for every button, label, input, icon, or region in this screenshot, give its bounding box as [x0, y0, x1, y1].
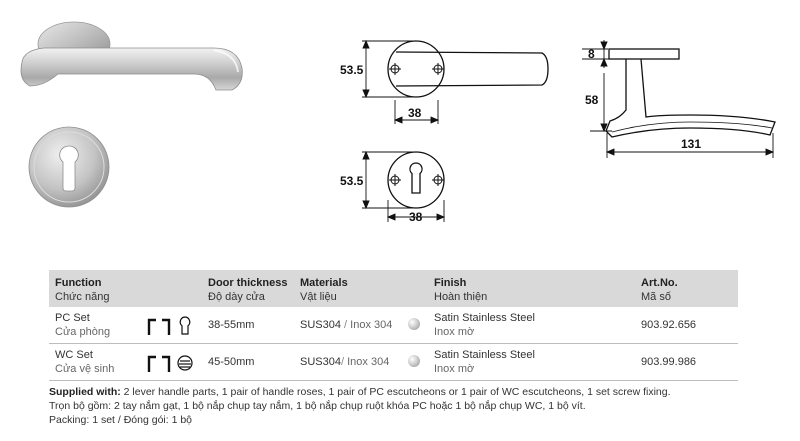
supplied-with-line: Supplied with: 2 lever handle parts, 1 pair of handle roses, 1 pair of PC escutcheons or 1 pair of WC escutcheons, 1 set screw fixing. [49, 386, 671, 398]
spec-table [49, 270, 738, 381]
supplied-with-vi-line: Trọn bộ gồm: 2 tay nắm gạt, 1 bộ nắp chụp tay nắm, 1 bộ nắp chụp ruột khóa PC hoặc 1 bộ nắp chụp WC, 1 bộ vít. [49, 400, 586, 412]
supply-notes [49, 385, 671, 427]
header-door-thickness: Door thickness Độ dày cửa [208, 277, 288, 303]
side-view-rose [609, 49, 679, 59]
side-view-lever [606, 59, 775, 137]
function-cell: PC Set Cửa phòng [55, 312, 111, 338]
door-thickness-cell: 38-55mm [208, 319, 255, 331]
screw-marks [389, 63, 444, 186]
wc-indicator-icon [178, 356, 192, 370]
lever-handle-icon [149, 320, 169, 335]
dim-front-width: 38 [409, 210, 423, 224]
function-cell: WC Set Cửa vệ sinh [55, 349, 115, 375]
dim-side-length: 131 [681, 137, 702, 151]
material-cell: SUS304 / Inox 304 [300, 319, 393, 331]
lever-handle-icon [149, 357, 169, 372]
finish-swatch [408, 355, 420, 367]
header-function: Function Chức năng [55, 277, 110, 303]
header-finish: Finish Hoàn thiện [434, 277, 488, 303]
dim-side-height: 58 [585, 93, 599, 107]
top-view-lever [396, 52, 548, 86]
keyhole-icon [180, 317, 190, 334]
packing-line: Packing: 1 set / Đóng gói: 1 bộ [49, 414, 193, 426]
dim-top-height: 53.5 [340, 63, 364, 77]
table-row [49, 307, 738, 344]
finish-swatch [408, 318, 420, 330]
dim-front-height: 53.5 [340, 174, 364, 188]
keyhole-outline [410, 163, 422, 193]
art-no-cell: 903.92.656 [641, 319, 697, 331]
table-row [49, 344, 738, 381]
art-no-cell: 903.99.986 [641, 356, 697, 368]
dim-top-width: 38 [408, 106, 422, 120]
table-header [49, 270, 738, 307]
finish-cell: Satin Stainless Steel Inox mờ [434, 312, 535, 338]
finish-cell: Satin Stainless Steel Inox mờ [434, 349, 535, 375]
dim-side-thickness: 8 [588, 47, 595, 61]
door-thickness-cell: 45-50mm [208, 356, 255, 368]
material-cell: SUS304/ Inox 304 [300, 356, 390, 368]
header-art-no: Art.No. Mã số [641, 277, 678, 303]
header-materials: Materials Vật liệu [300, 277, 348, 303]
